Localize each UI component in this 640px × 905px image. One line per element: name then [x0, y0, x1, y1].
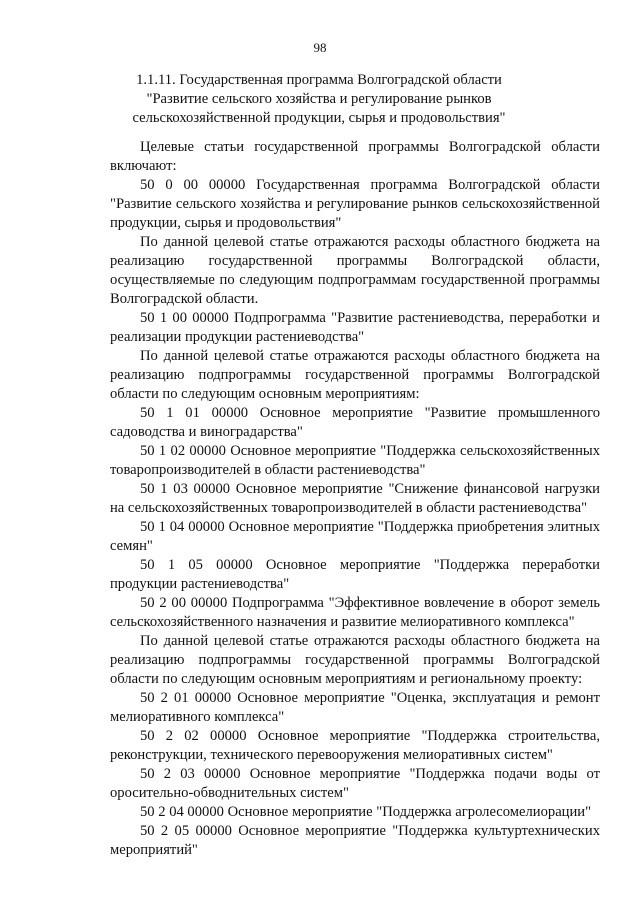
- section-title-line: "Развитие сельского хозяйства и регулирование рынков: [146, 91, 492, 107]
- paragraph-subprogram-2-description: По данной целевой статье отражаются расходы областного бюджета на реализацию подпрограммы государственной программы Волгоградской области по следующим основным мероприятиям и региональному проекту:: [110, 633, 600, 687]
- page-number: 98: [313, 40, 327, 55]
- paragraph-measure-50-1-04: 50 1 04 00000 Основное мероприятие "Поддержка приобретения элитных семян": [110, 519, 600, 554]
- paragraph-measure-50-1-02: 50 1 02 00000 Основное мероприятие "Поддержка сельскохозяйственных товаропроизводителей в области растениеводства": [110, 443, 600, 478]
- paragraph-program-code: 50 0 00 00000 Государственная программа Волгоградской области "Развитие сельского хозяйства и регулирование рынков сельскохозяйственной продукции, сырья и продовольствия": [110, 177, 600, 231]
- paragraph-subprogram-1-description: По данной целевой статье отражаются расходы областного бюджета на реализацию подпрограммы государственной программы Волгоградской области по следующим основным мероприятиям:: [110, 348, 600, 402]
- section-title-line: сельскохозяйственной продукции, сырья и продовольствия": [132, 110, 506, 126]
- section-title: [90, 71, 548, 128]
- paragraph-measure-50-2-02: 50 2 02 00000 Основное мероприятие "Поддержка строительства, реконструкции, технического перевооружения мелиоративных систем": [110, 728, 600, 763]
- paragraph-measure-50-2-04: 50 2 04 00000 Основное мероприятие "Поддержка агролесомелиорации": [140, 804, 592, 820]
- paragraph-intro: Целевые статьи государственной программы Волгоградской области включают:: [110, 139, 600, 174]
- paragraph-measure-50-1-05: 50 1 05 00000 Основное мероприятие "Поддержка переработки продукции растениеводства": [110, 557, 600, 592]
- paragraph-subprogram-1: 50 1 00 00000 Подпрограмма "Развитие растениеводства, переработки и реализации продукции растениеводства": [110, 310, 600, 345]
- paragraph-measure-50-2-05: 50 2 05 00000 Основное мероприятие "Поддержка культуртехнических мероприятий": [110, 823, 600, 858]
- paragraph-measure-50-1-01: 50 1 01 00000 Основное мероприятие "Развитие промышленного садоводства и виноградарства": [110, 405, 600, 440]
- paragraph-measure-50-2-01: 50 2 01 00000 Основное мероприятие "Оценка, эксплуатация и ремонт мелиоративного комплекса": [110, 690, 600, 725]
- paragraph-subprogram-2: 50 2 00 00000 Подпрограмма "Эффективное вовлечение в оборот земель сельскохозяйственного назначения и развитие мелиоративного комплекса": [110, 595, 600, 630]
- document-body: [110, 138, 600, 860]
- paragraph-measure-50-2-03: 50 2 03 00000 Основное мероприятие "Поддержка подачи воды от оросительно-обводнительных систем": [110, 766, 600, 801]
- paragraph-measure-50-1-03: 50 1 03 00000 Основное мероприятие "Снижение финансовой нагрузки на сельскохозяйственных товаропроизводителей в области растениеводства": [110, 481, 600, 516]
- paragraph-program-description: По данной целевой статье отражаются расходы областного бюджета на реализацию государственной программы Волгоградской области, осуществляемые по следующим подпрограммам государственной программы Волгоградской области.: [110, 234, 600, 307]
- section-title-line: 1.1.11. Государственная программа Волгоградской области: [136, 72, 502, 88]
